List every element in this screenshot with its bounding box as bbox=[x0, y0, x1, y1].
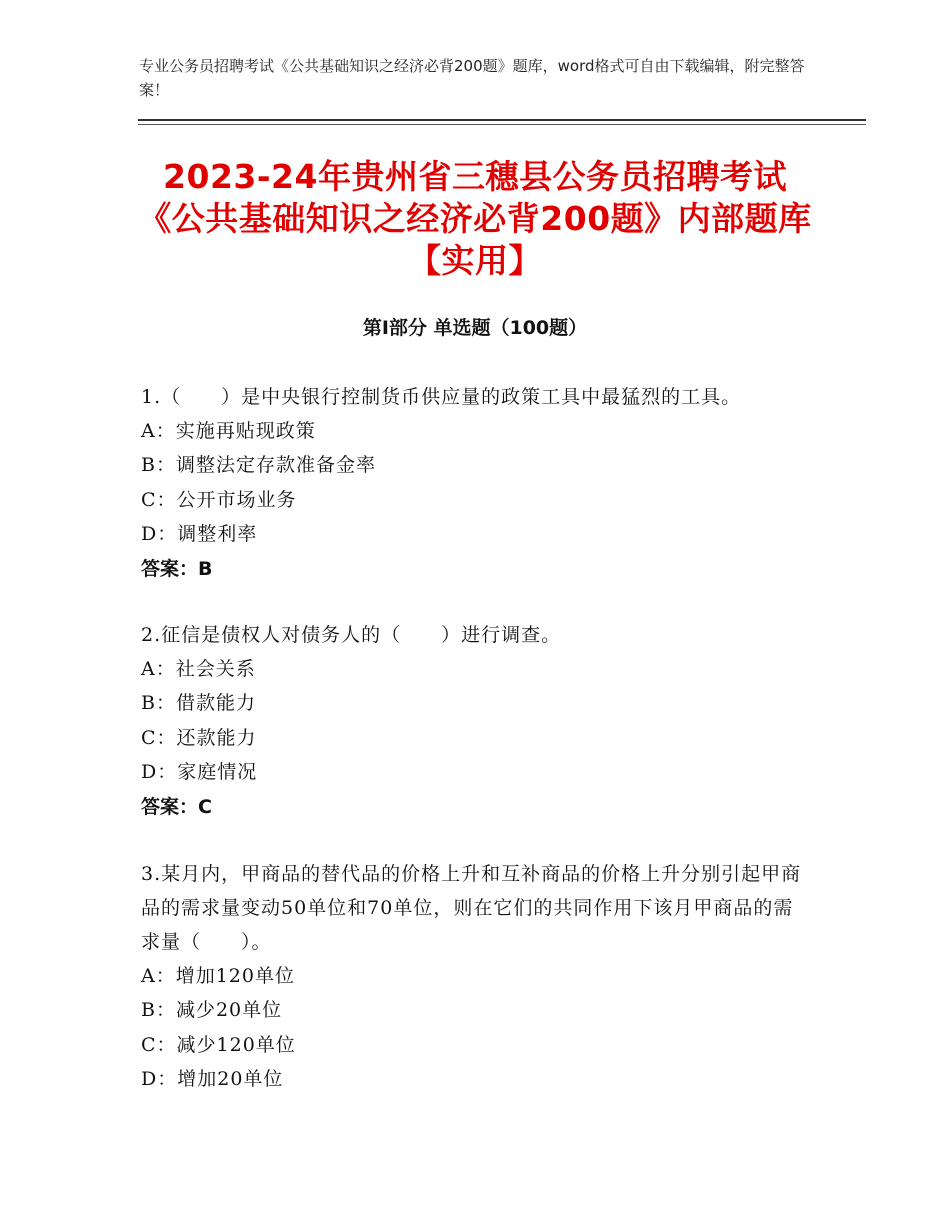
option-d: D：家庭情况 bbox=[141, 761, 258, 784]
document-title: 2023-24年贵州省三穗县公务员招聘考试《公共基础知识之经济必背200题》内部题库【实用】 bbox=[138, 157, 812, 280]
option-a: A：社会关系 bbox=[141, 658, 256, 680]
option-a: A：增加120单位 bbox=[141, 965, 295, 987]
option-d: D：增加20单位 bbox=[141, 1068, 284, 1091]
header-rule-thick bbox=[138, 119, 866, 121]
section-title: 第I部分 单选题（100题） bbox=[362, 317, 588, 339]
header-note: 专业公务员招聘考试《公共基础知识之经济必背200题》题库，word格式可自由下载编辑，附完整答案！ bbox=[139, 57, 805, 99]
question-3 bbox=[141, 857, 809, 1097]
option-c: C：还款能力 bbox=[141, 726, 257, 749]
question-2 bbox=[141, 618, 821, 824]
header-rule-thin bbox=[138, 124, 866, 125]
question-1 bbox=[141, 380, 821, 586]
option-b: B：减少20单位 bbox=[141, 999, 283, 1022]
option-b: B：借款能力 bbox=[141, 692, 256, 715]
question-stem: 1.（ ）是中央银行控制货币供应量的政策工具中最猛烈的工具。 bbox=[141, 386, 742, 408]
option-b: B：调整法定存款准备金率 bbox=[141, 454, 376, 477]
option-c: C：公开市场业务 bbox=[141, 488, 297, 511]
option-d: D：调整利率 bbox=[141, 523, 258, 546]
answer: 答案：B bbox=[141, 557, 213, 580]
option-a: A：实施再贴现政策 bbox=[141, 420, 316, 442]
answer: 答案：C bbox=[141, 795, 212, 818]
question-stem: 2.征信是债权人对债务人的（ ）进行调查。 bbox=[141, 624, 562, 646]
question-stem: 3.某月内，甲商品的替代品的价格上升和互补商品的价格上升分别引起甲商品的需求量变动50单位和70单位，则在它们的共同作用下该月甲商品的需求量（ ）。 bbox=[141, 863, 802, 953]
option-c: C：减少120单位 bbox=[141, 1033, 296, 1056]
